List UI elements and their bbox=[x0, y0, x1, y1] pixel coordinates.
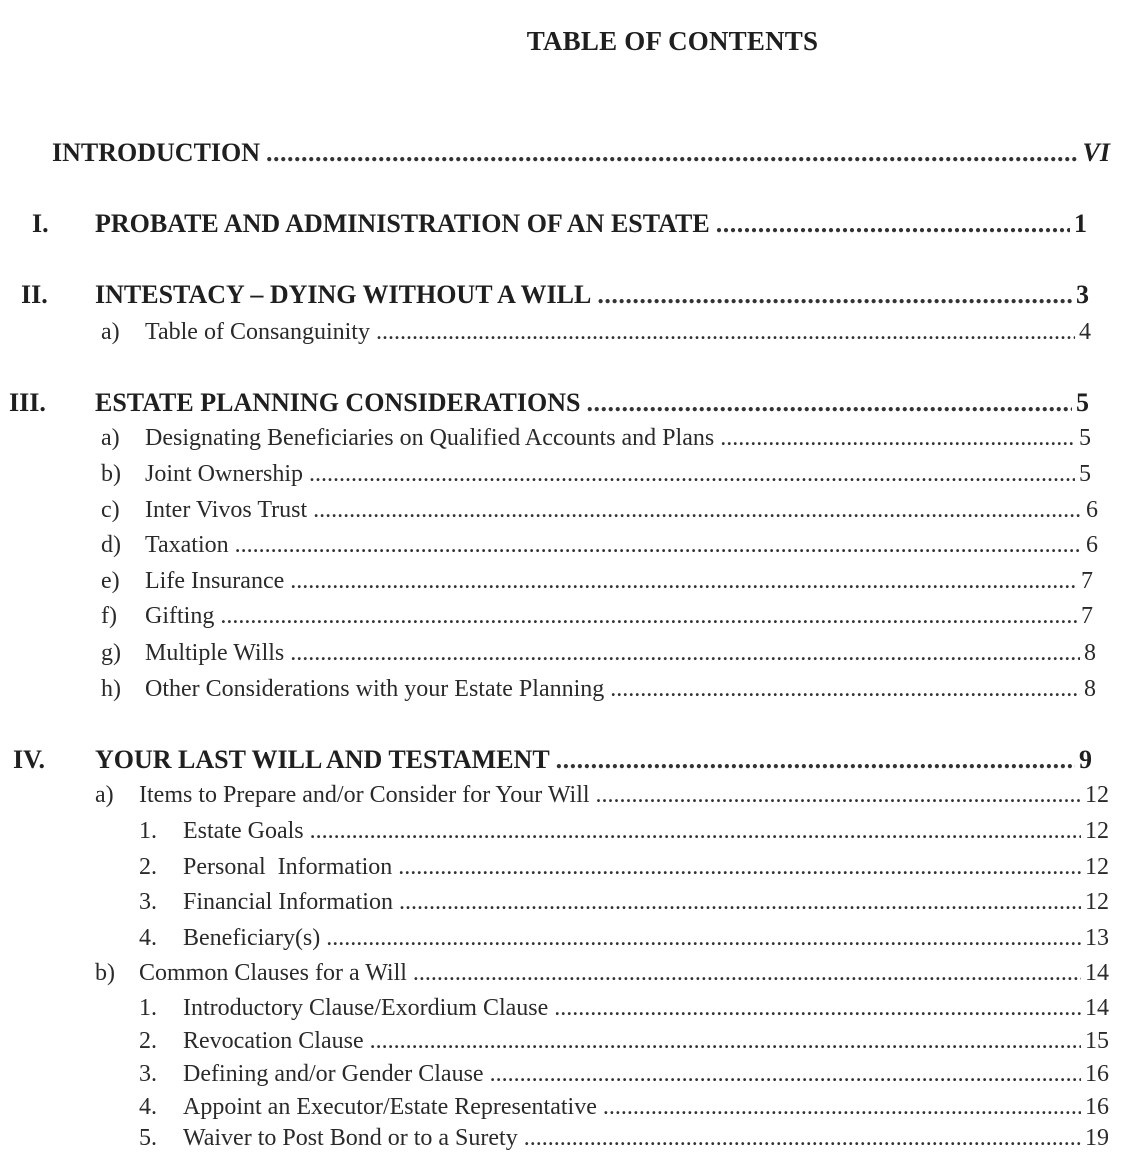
toc-entry-number: a) bbox=[101, 319, 120, 345]
toc-entry-iii-h[interactable] bbox=[101, 676, 1096, 703]
toc-entry-number: IV. bbox=[13, 745, 46, 774]
toc-leader-dots bbox=[398, 854, 1081, 881]
toc-entry-label: YOUR LAST WILL AND TESTAMENT bbox=[95, 745, 550, 774]
toc-entry-iii-g[interactable] bbox=[101, 640, 1096, 667]
toc-entry-label: Other Considerations with your Estate Planning bbox=[145, 676, 605, 702]
toc-entry-label: Joint Ownership bbox=[145, 461, 303, 487]
toc-entry-page: 13 bbox=[1085, 925, 1109, 951]
toc-entry-number: 1. bbox=[139, 995, 157, 1021]
toc-entry-section-ii[interactable] bbox=[21, 280, 1089, 310]
toc-entry-iv-a-2[interactable] bbox=[139, 854, 1109, 881]
toc-leader-dots bbox=[597, 280, 1072, 310]
toc-entry-number: a) bbox=[101, 425, 120, 451]
toc-entry-number: g) bbox=[101, 640, 121, 666]
toc-entry-number: 1. bbox=[139, 818, 157, 844]
toc-entry-number: I. bbox=[32, 209, 49, 238]
toc-entry-page: 6 bbox=[1086, 532, 1098, 558]
toc-leader-dots bbox=[399, 889, 1081, 916]
toc-entry-number: a) bbox=[95, 782, 114, 808]
toc-leader-dots bbox=[413, 960, 1081, 987]
toc-entry-number: e) bbox=[101, 568, 120, 594]
toc-entry-label: PROBATE AND ADMINISTRATION OF AN ESTATE bbox=[95, 209, 710, 238]
toc-entry-label: Table of Consanguinity bbox=[145, 319, 370, 345]
toc-entry-label: Taxation bbox=[145, 532, 229, 558]
toc-entry-label: INTRODUCTION bbox=[52, 138, 261, 167]
toc-entry-number: b) bbox=[101, 461, 121, 487]
toc-entry-page: 15 bbox=[1085, 1028, 1109, 1054]
toc-entry-page: 12 bbox=[1085, 889, 1109, 915]
toc-entry-label: Life Insurance bbox=[145, 568, 285, 594]
toc-entry-page: 6 bbox=[1086, 497, 1098, 523]
toc-entry-label: Inter Vivos Trust bbox=[145, 497, 308, 523]
toc-entry-page: 19 bbox=[1085, 1125, 1109, 1151]
toc-leader-dots bbox=[596, 782, 1081, 809]
toc-leader-dots bbox=[524, 1125, 1081, 1152]
toc-entry-iii-b[interactable] bbox=[101, 461, 1091, 488]
toc-leader-dots bbox=[326, 925, 1081, 952]
toc-entry-iv-a[interactable] bbox=[95, 782, 1109, 809]
toc-entry-page: 12 bbox=[1085, 782, 1109, 808]
toc-entry-page: 5 bbox=[1076, 388, 1089, 417]
toc-leader-dots bbox=[556, 745, 1075, 775]
toc-entry-page: 4 bbox=[1079, 319, 1091, 345]
toc-entry-number: b) bbox=[95, 960, 115, 986]
toc-leader-dots bbox=[610, 676, 1080, 703]
toc-entry-page: VI bbox=[1082, 138, 1110, 167]
toc-entry-number: 2. bbox=[139, 1028, 157, 1054]
toc-entry-iii-d[interactable] bbox=[101, 532, 1098, 559]
toc-entry-section-iv[interactable] bbox=[13, 745, 1092, 775]
toc-entry-number: 4. bbox=[139, 1094, 157, 1120]
toc-entry-number: c) bbox=[101, 497, 120, 523]
toc-leader-dots bbox=[603, 1094, 1081, 1121]
toc-entry-page: 8 bbox=[1084, 640, 1096, 666]
toc-entry-iv-a-4[interactable] bbox=[139, 925, 1109, 952]
toc-entry-page: 16 bbox=[1085, 1061, 1109, 1087]
toc-leader-dots bbox=[490, 1061, 1081, 1088]
toc-leader-dots bbox=[235, 532, 1082, 559]
toc-entry-label: Gifting bbox=[145, 603, 215, 629]
toc-entry-label: Personal Information bbox=[183, 854, 393, 880]
toc-entry-number: III. bbox=[9, 388, 46, 417]
toc-leader-dots bbox=[290, 568, 1077, 595]
page-title: TABLE OF CONTENTS bbox=[526, 26, 819, 56]
toc-entry-page: 7 bbox=[1081, 568, 1093, 594]
toc-entry-iii-e[interactable] bbox=[101, 568, 1093, 595]
toc-entry-iv-b[interactable] bbox=[95, 960, 1109, 987]
toc-entry-number: 3. bbox=[139, 889, 157, 915]
toc-entry-iv-b-1[interactable] bbox=[139, 995, 1109, 1022]
toc-entry-number: h) bbox=[101, 676, 121, 702]
toc-leader-dots bbox=[313, 497, 1082, 524]
toc-entry-page: 7 bbox=[1081, 603, 1093, 629]
toc-entry-section-iii[interactable] bbox=[9, 388, 1089, 418]
toc-entry-label: Appoint an Executor/Estate Representative bbox=[183, 1094, 597, 1120]
toc-leader-dots bbox=[586, 388, 1072, 418]
toc-entry-page: 14 bbox=[1085, 995, 1109, 1021]
toc-entry-label: INTESTACY – DYING WITHOUT A WILL bbox=[95, 280, 592, 309]
toc-leader-dots bbox=[720, 425, 1075, 452]
toc-entry-label: Beneficiary(s) bbox=[183, 925, 321, 951]
toc-entry-iii-c[interactable] bbox=[101, 497, 1098, 524]
toc-entry-number: 2. bbox=[139, 854, 157, 880]
toc-entry-page: 5 bbox=[1079, 461, 1091, 487]
toc-entry-iv-b-5[interactable] bbox=[139, 1125, 1109, 1152]
toc-entry-iv-b-3[interactable] bbox=[139, 1061, 1109, 1088]
toc-entry-label: Revocation Clause bbox=[183, 1028, 364, 1054]
toc-entry-iv-b-4[interactable] bbox=[139, 1094, 1109, 1121]
toc-entry-page: 8 bbox=[1084, 676, 1096, 702]
toc-entry-label: Defining and/or Gender Clause bbox=[183, 1061, 484, 1087]
toc-entry-iv-a-1[interactable] bbox=[139, 818, 1109, 845]
toc-entry-iii-a[interactable] bbox=[101, 425, 1091, 452]
toc-entry-number: 3. bbox=[139, 1061, 157, 1087]
toc-entry-label: Items to Prepare and/or Consider for Your Will bbox=[139, 782, 590, 808]
toc-entry-section-i[interactable] bbox=[32, 209, 1087, 239]
toc-entry-page: 9 bbox=[1079, 745, 1092, 774]
toc-leader-dots bbox=[554, 995, 1081, 1022]
toc-entry-label: Common Clauses for a Will bbox=[139, 960, 407, 986]
toc-entry-number: 4. bbox=[139, 925, 157, 951]
toc-entry-label: Waiver to Post Bond or to a Surety bbox=[183, 1125, 518, 1151]
toc-entry-page: 1 bbox=[1074, 209, 1087, 238]
toc-leader-dots bbox=[370, 1028, 1081, 1055]
toc-entry-number: 5. bbox=[139, 1125, 157, 1151]
toc-entry-number: II. bbox=[21, 280, 48, 309]
toc-entry-iii-f[interactable] bbox=[101, 603, 1093, 630]
toc-leader-dots bbox=[290, 640, 1080, 667]
toc-entry-page: 12 bbox=[1085, 818, 1109, 844]
toc-entry-ii-a[interactable] bbox=[101, 319, 1091, 346]
toc-entry-number: f) bbox=[101, 603, 117, 629]
toc-entry-label: Financial Information bbox=[183, 889, 393, 915]
toc-entry-label: Designating Beneficiaries on Qualified Accounts and Plans bbox=[145, 425, 715, 451]
toc-entry-page: 16 bbox=[1085, 1094, 1109, 1120]
toc-leader-dots bbox=[266, 138, 1079, 168]
toc-entry-label: Estate Goals bbox=[183, 818, 304, 844]
toc-leader-dots bbox=[220, 603, 1077, 630]
toc-entry-iv-a-3[interactable] bbox=[139, 889, 1109, 916]
toc-entry-page: 5 bbox=[1079, 425, 1091, 451]
toc-entry-number: d) bbox=[101, 532, 121, 558]
toc-entry-page: 3 bbox=[1076, 280, 1089, 309]
toc-entry-page: 14 bbox=[1085, 960, 1109, 986]
toc-entry-label: Multiple Wills bbox=[145, 640, 285, 666]
toc-entry-introduction[interactable] bbox=[52, 138, 1110, 168]
toc-entry-label: ESTATE PLANNING CONSIDERATIONS bbox=[95, 388, 581, 417]
toc-leader-dots bbox=[716, 209, 1070, 239]
toc-leader-dots bbox=[376, 319, 1075, 346]
toc-leader-dots bbox=[309, 461, 1075, 488]
toc-leader-dots bbox=[310, 818, 1081, 845]
toc-entry-iv-b-2[interactable] bbox=[139, 1028, 1109, 1055]
toc-entry-page: 12 bbox=[1085, 854, 1109, 880]
toc-entry-label: Introductory Clause/Exordium Clause bbox=[183, 995, 549, 1021]
